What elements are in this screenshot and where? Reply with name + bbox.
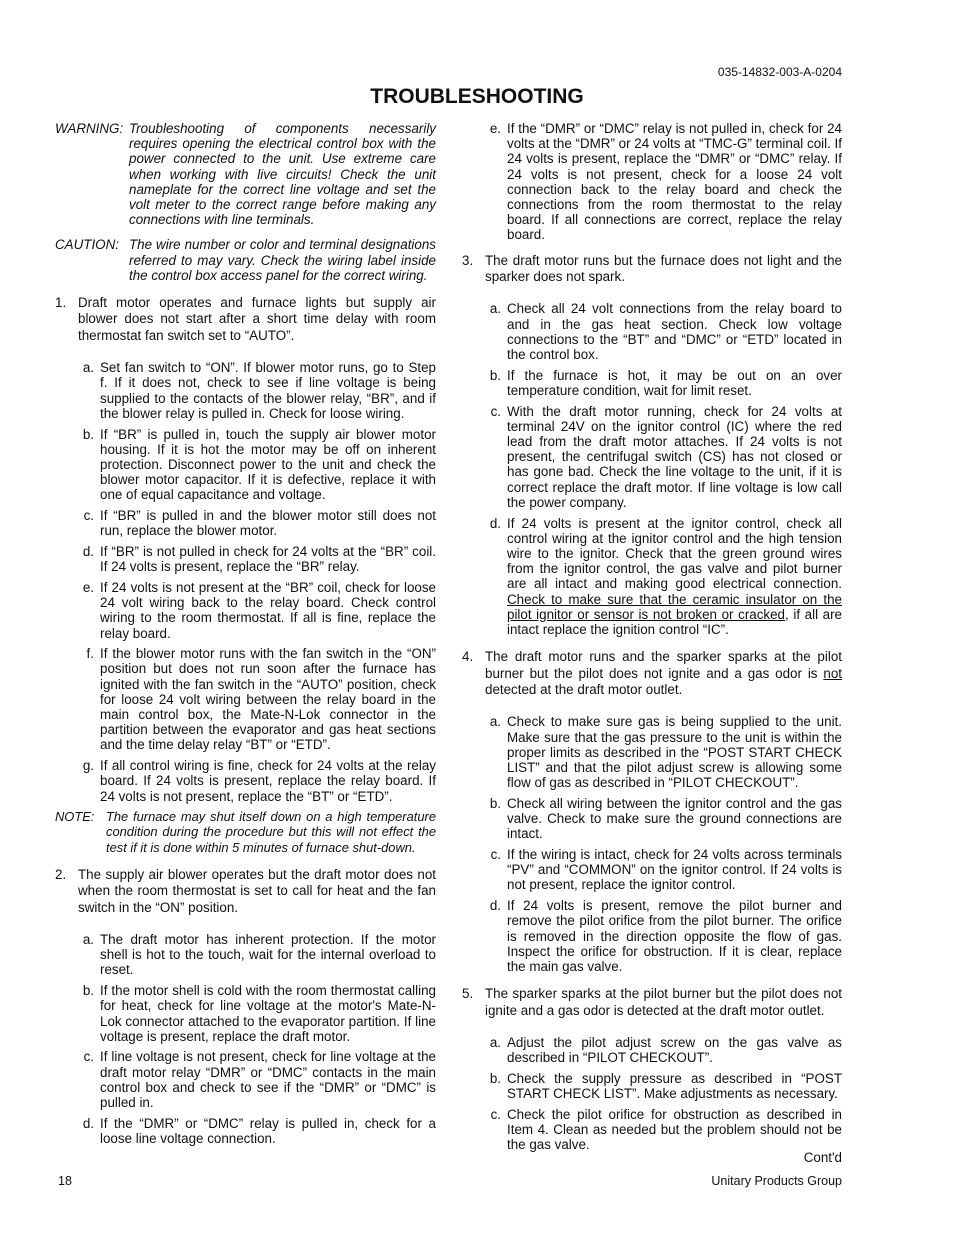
- continued-label: Cont'd: [803, 1150, 842, 1165]
- note-text: The furnace may shut itself down on a high temperature condition during the procedure but this will not effect the test if it is done within 5 minutes of furnace shut-down.: [106, 809, 436, 855]
- caution-text: The wire number or color and terminal designations referred to may vary. Check the wiring label inside the control box access panel for the correct wiring.: [129, 237, 436, 283]
- subitem-text: If “BR” is not pulled in check for 24 volts at the “BR” coil. If 24 volts is present, replace the “BR” relay.: [100, 543, 436, 575]
- item-5-subitems: [485, 1035, 842, 1152]
- subitem-text: If the furnace is hot, it may be out on an over temperature condition, wait for limit reset.: [507, 367, 842, 398]
- subitem-text: Set fan switch to “ON”. If blower motor runs, go to Step f. If it does not, check to see if line voltage is being supplied to the contacts of the blower relay, “BR”, and if the blower relay is pulled in. Check for loose wiring.: [100, 360, 436, 421]
- list-subitem: [485, 714, 842, 790]
- subitem-letter: a.: [489, 714, 501, 730]
- list-item-3: [462, 253, 842, 286]
- item-number: 1.: [55, 295, 67, 311]
- page-number: 18: [58, 1174, 72, 1188]
- list-subitem: [78, 544, 436, 574]
- list-subitem: [78, 508, 436, 538]
- subitem-text: If all control wiring is fine, check for 24 volts at the relay board. If 24 volts is present, replace the relay board. If 24 volts is not present, replace the “BT” or “ETD”.: [100, 758, 436, 804]
- warning-label: WARNING:: [55, 121, 124, 136]
- subitem-letter: a.: [489, 1034, 501, 1050]
- list-subitem: [485, 368, 842, 398]
- left-column: [55, 121, 436, 1152]
- subitem-letter: b.: [489, 1070, 501, 1086]
- item-2-continued: [485, 121, 842, 243]
- item-text: [485, 649, 842, 698]
- note-label: NOTE:: [55, 809, 95, 825]
- item-text-part: The draft motor runs and the sparker sparks at the pilot burner but the pilot does not ignite and a gas odor is: [485, 649, 842, 681]
- subitem-text: If “BR” is pulled in and the blower motor still does not run, replace the blower motor.: [100, 508, 436, 539]
- warning-text: Troubleshooting of components necessarily requires opening the electrical control box with the power connected to the unit. Use extreme care when working with live circuits! Check the unit nameplate for the correct line voltage and set the volt meter to the correct range before making any connections with line terminals.: [129, 121, 436, 228]
- subitem-letter: g.: [82, 758, 94, 774]
- right-column: [462, 121, 842, 1158]
- list-subitem: [485, 404, 842, 510]
- subitem-text: With the draft motor running, check for 24 volts at terminal 24V on the ignitor control (IC) where the red lead from the draft motor attaches. If 24 volts is not present, the centrifugal switch (CS) has not closed or has gone bad. Check the line voltage to the unit, if it is correct replace the draft motor. If line voltage is low call the power company.: [507, 403, 842, 510]
- subitem-letter: b.: [489, 795, 501, 811]
- subitem-text: Check to make sure gas is being supplied to the unit. Make sure that the gas pressure to the unit is within the proper limits as described in the “POST START CHECK LIST” and that the pilot adjust screw is allowing some flow of gas as described in “PILOT CHECKOUT”.: [507, 714, 842, 791]
- subitem-text: Check the pilot orifice for obstruction as described in Item 4. Clean as needed but the problem should not be the gas valve.: [507, 1106, 842, 1153]
- subitem-letter: d.: [489, 515, 501, 531]
- item-text: Draft motor operates and furnace lights but supply air blower does not start after a short time delay with room thermostat fan switch set to “AUTO”.: [78, 295, 436, 343]
- list-subitem: [78, 758, 436, 804]
- subitem-letter: c.: [490, 1106, 501, 1122]
- item-number: 2.: [55, 866, 67, 882]
- underlined-text: not: [823, 665, 842, 681]
- list-subitem: [485, 121, 842, 243]
- subitem-letter: d.: [82, 1115, 94, 1131]
- subitem-text: [507, 516, 842, 638]
- subitem-letter: e.: [489, 121, 501, 136]
- document-code: 035-14832-003-A-0204: [717, 65, 842, 79]
- subitem-text: If the “DMR” or “DMC” relay is pulled in, check for a loose line voltage connection.: [100, 1115, 436, 1146]
- item-3-subitems: [485, 301, 842, 510]
- subitem-letter: a.: [82, 932, 94, 948]
- subitem-text: Check all wiring between the ignitor control and the gas valve. Check to make sure the ground connections are intact.: [507, 795, 842, 842]
- subitem-text: If “BR” is pulled in, touch the supply air blower motor housing. If it is hot the motor may be off on inherent protection. Disconnect power to the unit and check the blower motor capacitor. If it is defective, replace it with one of equal capacitance and voltage.: [100, 426, 436, 503]
- caution-label: CAUTION:: [55, 237, 119, 253]
- subitem-text: If 24 volts is present, remove the pilot burner and remove the pilot orifice from the pilot burner. The orifice is removed in the direction opposite the flow of gas. Inspect the orifice for obstruction. If it is clear, replace the main gas valve.: [507, 898, 842, 974]
- note-notice: [55, 809, 436, 855]
- footer-company: Unitary Products Group: [711, 1174, 842, 1188]
- item-number: 4.: [462, 649, 474, 665]
- list-subitem: [485, 796, 842, 842]
- subitem-letter: b.: [82, 983, 94, 999]
- subitem-letter: c.: [83, 508, 94, 524]
- list-item-2: [55, 867, 436, 916]
- subitem-text: Check the supply pressure as described in “POST START CHECK LIST”. Make adjustments as necessary.: [507, 1070, 842, 1102]
- subitem-text: Check all 24 volt connections from the relay board to and in the gas heat section. Check low voltage connections to the “BT” and “DMC” or “ETD” located in the control box.: [507, 301, 842, 363]
- list-subitem: [78, 360, 436, 421]
- subitem-letter: d.: [489, 898, 501, 914]
- list-subitem: [485, 898, 842, 974]
- item-3-subitem-d: [485, 516, 842, 638]
- list-subitem: [78, 1116, 436, 1146]
- list-subitem: [485, 516, 842, 638]
- subitem-text: If the wiring is intact, check for 24 volts across terminals “PV” and “COMMON” on the ignitor control. If 24 volts is not present, replace the ignitor control.: [507, 847, 842, 893]
- list-item-5: [462, 986, 842, 1019]
- caution-notice: [55, 237, 436, 283]
- item-text: The supply air blower operates but the draft motor does not when the room thermostat is set to call for heat and the fan switch in the “ON” position.: [78, 866, 436, 915]
- list-item-1: [55, 295, 436, 344]
- item-text: The sparker sparks at the pilot burner but the pilot does not ignite and a gas odor is detected at the draft motor outlet.: [485, 986, 842, 1018]
- list-subitem: [78, 646, 436, 752]
- underlined-text: Check to make sure that the ceramic insulator on the pilot ignitor or sensor is not broken or cracked: [507, 591, 842, 622]
- list-subitem: [78, 1049, 436, 1110]
- item-text-part: detected at the draft motor outlet.: [485, 682, 683, 698]
- list-subitem: [78, 427, 436, 503]
- subitem-text-part: , if all are intact replace the ignition control “IC”.: [507, 606, 843, 637]
- item-text: The draft motor runs but the furnace does not light and the sparker does not spark.: [485, 252, 842, 285]
- subitem-letter: c.: [490, 847, 501, 863]
- list-subitem: [485, 301, 842, 362]
- list-subitem: [485, 1035, 842, 1065]
- subitem-letter: b.: [489, 367, 501, 383]
- subitem-letter: e.: [82, 579, 94, 595]
- subitem-letter: c.: [83, 1049, 94, 1065]
- subitem-text: If 24 volts is not present at the “BR” coil, check for loose 24 volt wiring back to the relay board. Check control wiring to the room thermostat. If all is fine, replace the relay board.: [100, 579, 436, 641]
- list-subitem: [485, 1107, 842, 1153]
- subitem-text: If the blower motor runs with the fan switch in the “ON” position but does not run soon after the furnace has ignited with the fan switch in the “AUTO” position, check for loose 24 volt wiring between the relay board in the main control box, the Mate-N-Lok connector in the partition between the evaporator and gas heat sections and the time delay relay “BT” or “ETD”.: [100, 646, 436, 753]
- list-subitem: [485, 1071, 842, 1101]
- list-subitem: [485, 847, 842, 893]
- item-2-subitems: [78, 932, 436, 1146]
- subitem-text: Adjust the pilot adjust screw on the gas valve as described in “PILOT CHECKOUT”.: [507, 1034, 842, 1066]
- subitem-letter: a.: [489, 301, 501, 317]
- item-number: 3.: [462, 252, 474, 268]
- list-subitem: [78, 932, 436, 978]
- item-4-subitems: [485, 714, 842, 974]
- subitem-letter: f.: [86, 646, 94, 662]
- subitem-letter: b.: [82, 426, 94, 442]
- page-title: TROUBLESHOOTING: [370, 85, 584, 108]
- item-number: 5.: [462, 986, 474, 1002]
- subitem-text: If line voltage is not present, check for line voltage at the draft motor relay “DMR” or “DMC” contacts in the main control box and check to see if the “DMR” or “DMC” is pulled in.: [100, 1049, 436, 1111]
- subitem-text: The draft motor has inherent protection. If the motor shell is hot to the touch, wait for the internal overload to reset.: [100, 932, 436, 978]
- list-item-4: [462, 649, 842, 698]
- subitem-letter: c.: [490, 403, 501, 419]
- item-1-subitems: [78, 360, 436, 803]
- subitem-text-part: If 24 volts is present at the ignitor control, check all control wiring at the ignitor control and the high tension wire to the ignitor. Check that the green ground wires from the ignitor control, the gas valve and pilot burner are all intact and making good electrical connection.: [507, 515, 842, 592]
- subitem-text: If the “DMR” or “DMC” relay is not pulled in, check for 24 volts at the “DMR” or 24 volts at “TMC-G” terminal coil. If 24 volts is present, replace the “DMR” or “DMC” relay. If 24 volts is not present, check for a loose 24 volt connection back to the relay board and check the connections from the room thermostat to the relay board. If all connections are correct, replace the relay board.: [507, 121, 842, 243]
- subitem-text: If the motor shell is cold with the room thermostat calling for heat, check for line voltage at the motor's Mate-N-Lok connector attached to the evaporator partition. If line voltage is present, replace the draft motor.: [100, 983, 436, 1044]
- subitem-letter: a.: [82, 360, 94, 376]
- list-subitem: [78, 580, 436, 641]
- list-subitem: [78, 983, 436, 1044]
- warning-notice: [55, 121, 436, 227]
- subitem-letter: d.: [82, 543, 94, 559]
